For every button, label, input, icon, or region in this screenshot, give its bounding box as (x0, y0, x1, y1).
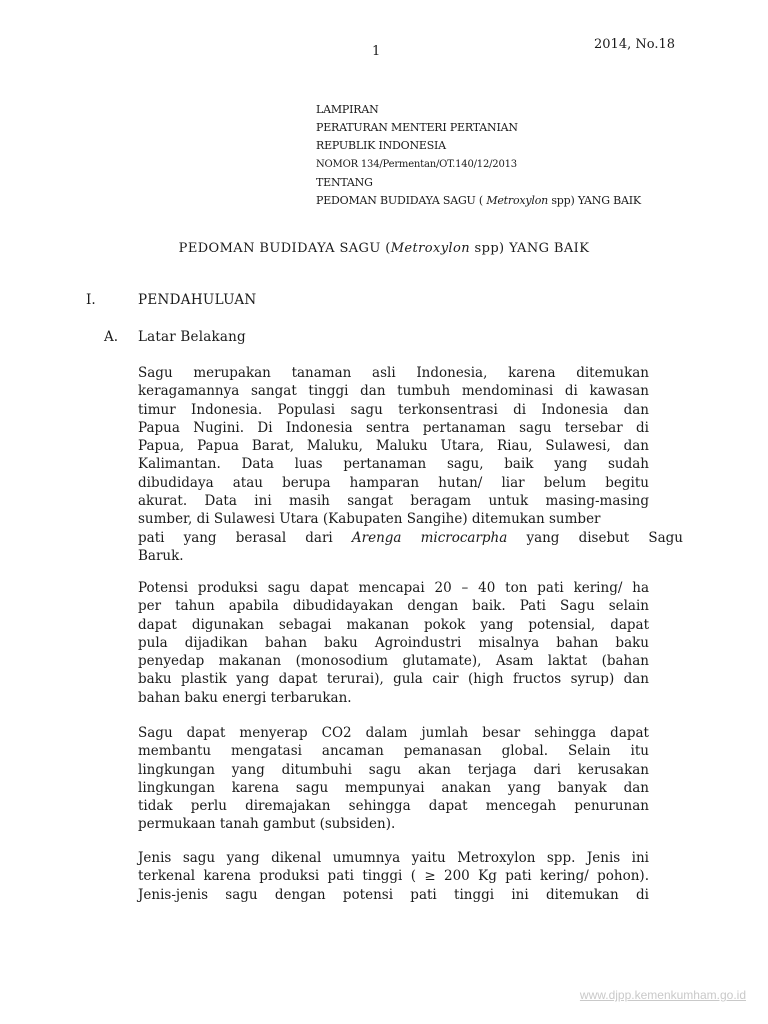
section-number: I. (86, 292, 96, 308)
lampiran-line: PERATURAN MENTERI PERTANIAN (316, 121, 518, 135)
lampiran-line: REPUBLIK INDONESIA (316, 139, 446, 153)
lampiran-block (316, 101, 641, 210)
title-text: spp) YANG BAIK (474, 241, 590, 256)
text-line: akurat. Data ini masih sangat beragam untuk masing-masing (138, 493, 649, 510)
paragraph-3 (138, 724, 649, 834)
document-title (0, 241, 768, 256)
text-line: tidak perlu diremajakan sehingga dapat mencegah penurunan (138, 798, 649, 815)
text-line: penyedap makanan (monosodium glutamate), Asam laktat (bahan (138, 653, 649, 670)
footer-website-link[interactable]: www.djpp.kemenkumham.go.id (579, 988, 746, 1002)
paragraph-1 (138, 364, 683, 565)
text-line: Papua Nugini. Di Indonesia sentra pertanaman sagu tersebar di (138, 419, 649, 436)
lampiran-line (316, 192, 641, 210)
lampiran-line: TENTANG (316, 175, 373, 189)
text-line (138, 529, 683, 547)
lampiran-italic-text: Metroxylon (486, 194, 549, 208)
text-line: Baruk. (138, 547, 184, 564)
text-segment: pati yang berasal dari (138, 529, 333, 546)
text-segment: yang disebut Sagu (526, 529, 683, 546)
text-line: Sagu dapat menyerap CO2 dalam jumlah besar sehingga dapat (138, 725, 649, 741)
section-title: PENDAHULUAN (138, 292, 257, 308)
paragraph-2 (138, 579, 649, 707)
text-line: Jenis-jenis sagu dengan potensi pati tinggi ini ditemukan di (138, 886, 649, 903)
lampiran-text: PEDOMAN BUDIDAYA SAGU ( (316, 194, 484, 208)
text-line: bahan baku energi terbarukan. (138, 689, 352, 706)
lampiran-line: LAMPIRAN (316, 103, 379, 116)
text-line: sumber, di Sulawesi Utara (Kabupaten Sangihe) ditemukan sumber (138, 511, 601, 528)
lampiran-line: NOMOR 134/Permentan/OT.140/12/2013 (316, 158, 517, 170)
italic-species-name: Arenga microcarpha (351, 529, 508, 546)
text-line: keragamannya sangat tinggi dan tumbuh mendominasi di kawasan (138, 383, 649, 400)
paragraph-4 (138, 849, 649, 904)
text-line: Jenis sagu yang dikenal umumnya yaitu Metroxylon spp. Jenis ini (138, 850, 649, 866)
page-number: 1 (372, 44, 381, 59)
text-line: terkenal karena produksi pati tinggi ( ≥ 200 Kg pati kering/ pohon). (138, 868, 649, 885)
text-line: pula dijadikan bahan baku Agroindustri misalnya bahan baku (138, 634, 649, 651)
text-line: Sagu merupakan tanaman asli Indonesia, karena ditemukan (138, 365, 649, 381)
text-line: baku plastik yang dapat terurai), gula cair (high fructos syrup) dan (138, 671, 649, 688)
text-line: dibudidaya atau berupa hamparan hutan/ liar belum begitu (138, 474, 649, 491)
text-line: lingkungan karena sagu mempunyai anakan yang banyak dan (138, 779, 649, 796)
text-line: per tahun apabila dibudidayakan dengan baik. Pati Sagu selain (138, 598, 649, 615)
title-text: PEDOMAN BUDIDAYA SAGU ( (178, 241, 391, 256)
text-line: membantu mengatasi ancaman pemanasan global. Selain itu (138, 743, 649, 760)
subsection-number: A. (104, 329, 119, 345)
subsection-title: Latar Belakang (138, 329, 246, 345)
document-reference: 2014, No.18 (594, 37, 675, 52)
lampiran-text: spp) YANG BAIK (551, 194, 641, 208)
text-line: dapat digunakan sebagai makanan pokok yang potensial, dapat (138, 616, 649, 633)
text-line: timur Indonesia. Populasi sagu terkonsentrasi di Indonesia dan (138, 401, 649, 418)
title-italic-text: Metroxylon (390, 241, 470, 256)
text-line: Potensi produksi sagu dapat mencapai 20 – 40 ton pati kering/ ha (138, 580, 649, 596)
text-line: permukaan tanah gambut (subsiden). (138, 816, 396, 833)
text-line: Kalimantan. Data luas pertanaman sagu, baik yang sudah (138, 456, 649, 473)
text-line: Papua, Papua Barat, Maluku, Maluku Utara, Riau, Sulawesi, dan (138, 438, 649, 455)
text-line: lingkungan yang ditumbuhi sagu akan terjaga dari kerusakan (138, 761, 649, 778)
